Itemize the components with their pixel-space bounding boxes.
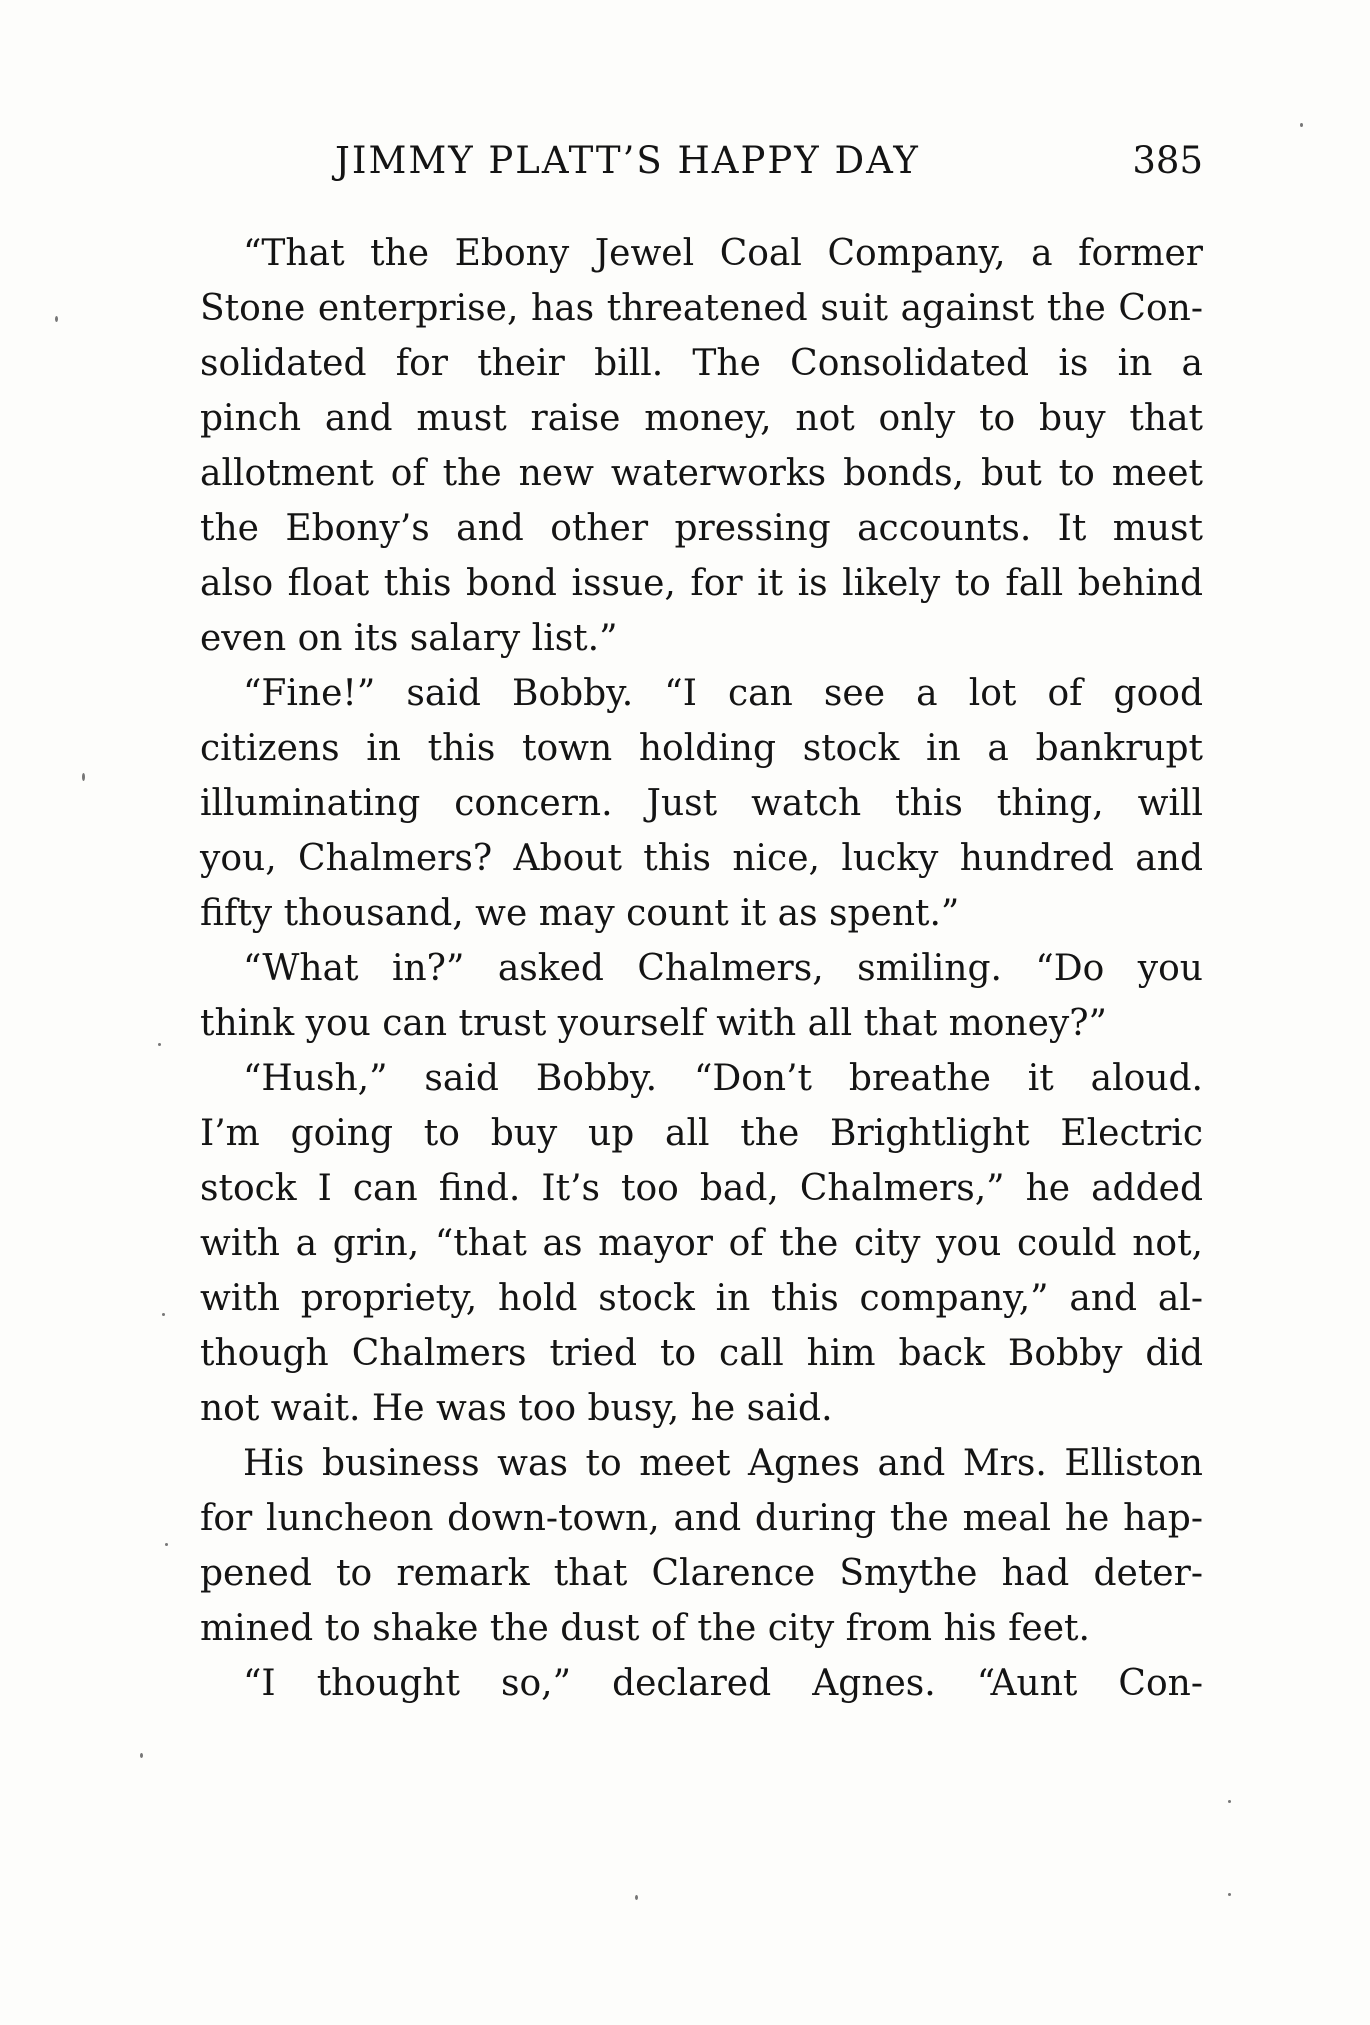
text-line: illuminating concern. Just watch this thing, will — [200, 783, 1203, 824]
text-line: stock I can find. It’s too bad, Chalmers,” he added — [200, 1168, 1203, 1209]
text-line: “I thought so,” declared Agnes. “Aunt Con- — [243, 1663, 1203, 1704]
scan-speck — [82, 773, 85, 781]
text-line: also float this bond issue, for it is likely to fall behind — [200, 563, 1203, 604]
scan-speck — [1300, 123, 1303, 127]
scan-speck — [55, 316, 58, 322]
text-line: “Fine!” said Bobby. “I can see a lot of good — [243, 673, 1203, 714]
text-line: “That the Ebony Jewel Coal Company, a former — [243, 233, 1203, 274]
text-line: you, Chalmers? About this nice, lucky hundred and — [200, 838, 1203, 879]
text-line: pinch and must raise money, not only to buy that — [200, 398, 1203, 439]
text-line: even on its salary list.” — [200, 618, 618, 659]
text-line: though Chalmers tried to call him back Bobby did — [200, 1333, 1203, 1374]
text-line: citizens in this town holding stock in a bankrupt — [200, 728, 1203, 769]
text-line: pened to remark that Clarence Smythe had deter- — [200, 1553, 1203, 1594]
text-line: solidated for their bill. The Consolidated is in a — [200, 343, 1203, 384]
scan-speck — [165, 1543, 168, 1546]
scan-speck — [162, 1313, 165, 1316]
text-line: allotment of the new waterworks bonds, but to meet — [200, 453, 1203, 494]
scan-speck — [635, 1895, 638, 1900]
page-header — [200, 133, 1203, 189]
body-text — [200, 226, 1203, 1711]
text-line: think you can trust yourself with all that money?” — [200, 1003, 1107, 1044]
text-line: His business was to meet Agnes and Mrs. Elliston — [243, 1443, 1203, 1484]
text-line: “What in?” asked Chalmers, smiling. “Do you — [243, 948, 1203, 989]
text-line: the Ebony’s and other pressing accounts. It must — [200, 508, 1203, 549]
text-line: with propriety, hold stock in this company,” and al- — [200, 1278, 1203, 1319]
text-line: with a grin, “that as mayor of the city you could not, — [200, 1223, 1203, 1264]
scan-speck — [1228, 1800, 1231, 1803]
text-line: not wait. He was too busy, he said. — [200, 1388, 833, 1429]
text-line: for luncheon down-town, and during the meal he hap- — [200, 1498, 1203, 1539]
text-line: I’m going to buy up all the Brightlight Electric — [200, 1113, 1203, 1154]
scan-speck — [158, 1043, 161, 1046]
text-line: “Hush,” said Bobby. “Don’t breathe it aloud. — [243, 1058, 1203, 1099]
text-line: Stone enterprise, has threatened suit against the Con- — [200, 288, 1203, 329]
scan-speck — [1228, 1893, 1231, 1896]
page-number: 385 — [1132, 139, 1203, 182]
text-line: mined to shake the dust of the city from his feet. — [200, 1608, 1090, 1649]
running-title: JIMMY PLATT’S HAPPY DAY — [335, 139, 920, 182]
scan-speck — [140, 1753, 143, 1758]
text-line: fifty thousand, we may count it as spent.” — [200, 893, 960, 934]
